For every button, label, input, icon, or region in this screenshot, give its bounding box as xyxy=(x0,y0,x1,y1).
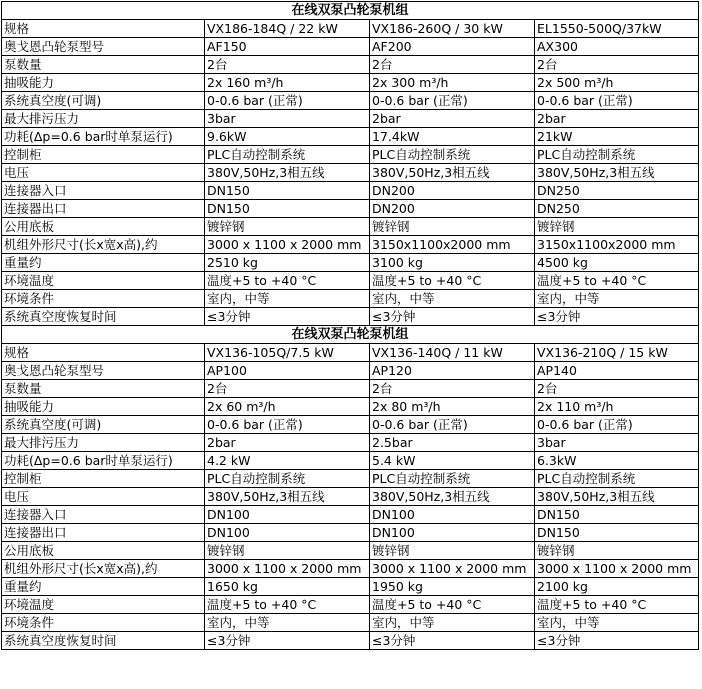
spec-value-cell: 380V,50Hz,3相五线 xyxy=(535,488,699,506)
section-title: 在线双泵凸轮泵机组 xyxy=(2,2,699,20)
table-row xyxy=(2,182,699,200)
row-label: 连接器出口 xyxy=(2,200,205,218)
spec-value-cell: 0-0.6 bar (正常) xyxy=(205,416,370,434)
row-label: 公用底板 xyxy=(2,542,205,560)
row-label: 连接器出口 xyxy=(2,524,205,542)
spec-value-cell: 2bar xyxy=(205,434,370,452)
spec-value-cell: 2x 300 m³/h xyxy=(370,74,535,92)
spec-value-cell: ≤3分钟 xyxy=(205,632,370,650)
table-row xyxy=(2,578,699,596)
table-row xyxy=(2,398,699,416)
table-row xyxy=(2,470,699,488)
row-label: 规格 xyxy=(2,20,205,38)
spec-value-cell: 1950 kg xyxy=(370,578,535,596)
spec-value-cell: 3000 x 1100 x 2000 mm xyxy=(205,560,370,578)
spec-value-cell: 3bar xyxy=(535,434,699,452)
row-label: 抽吸能力 xyxy=(2,398,205,416)
table-row xyxy=(2,488,699,506)
table-row xyxy=(2,614,699,632)
spec-value-cell: 3000 x 1100 x 2000 mm xyxy=(205,236,370,254)
spec-value-cell: 镀锌钢 xyxy=(205,542,370,560)
section-title-row xyxy=(2,326,699,344)
table-row xyxy=(2,110,699,128)
spec-value-cell: 4.2 kW xyxy=(205,452,370,470)
row-label: 重量约 xyxy=(2,254,205,272)
spec-value-cell: 2台 xyxy=(205,56,370,74)
row-label: 系统真空度恢复时间 xyxy=(2,308,205,326)
spec-value-cell: ≤3分钟 xyxy=(535,308,699,326)
spec-value-cell: VX186-184Q / 22 kW xyxy=(205,20,370,38)
spec-value-cell: 0-0.6 bar (正常) xyxy=(535,92,699,110)
row-label: 公用底板 xyxy=(2,218,205,236)
spec-value-cell: 380V,50Hz,3相五线 xyxy=(205,488,370,506)
spec-value-cell: 9.6kW xyxy=(205,128,370,146)
row-label: 环境条件 xyxy=(2,614,205,632)
spec-value-cell: 1650 kg xyxy=(205,578,370,596)
spec-value-cell: DN250 xyxy=(535,182,699,200)
table-row xyxy=(2,56,699,74)
spec-value-cell: 380V,50Hz,3相五线 xyxy=(535,164,699,182)
spec-value-cell: 温度+5 to +40 °C xyxy=(370,596,535,614)
spec-value-cell: 2x 160 m³/h xyxy=(205,74,370,92)
spec-value-cell: 室内，中等 xyxy=(205,290,370,308)
spec-value-cell: 2x 80 m³/h xyxy=(370,398,535,416)
spec-value-cell: 2x 500 m³/h xyxy=(535,74,699,92)
spec-value-cell: PLC自动控制系统 xyxy=(205,146,370,164)
row-label: 重量约 xyxy=(2,578,205,596)
spec-value-cell: 温度+5 to +40 °C xyxy=(370,272,535,290)
row-label: 奥戈恩凸轮泵型号 xyxy=(2,362,205,380)
row-label: 功耗(Δp=0.6 bar时单泵运行) xyxy=(2,128,205,146)
table-row xyxy=(2,308,699,326)
spec-value-cell: 6.3kW xyxy=(535,452,699,470)
spec-value-cell: DN150 xyxy=(535,506,699,524)
spec-value-cell: 温度+5 to +40 °C xyxy=(205,596,370,614)
spec-value-cell: 温度+5 to +40 °C xyxy=(205,272,370,290)
spec-value-cell: DN250 xyxy=(535,200,699,218)
spec-value-cell: 3000 x 1100 x 2000 mm xyxy=(370,560,535,578)
spec-value-cell: VX136-210Q / 15 kW xyxy=(535,344,699,362)
row-label: 最大排污压力 xyxy=(2,434,205,452)
spec-value-cell: AP120 xyxy=(370,362,535,380)
spec-value-cell: 2台 xyxy=(370,56,535,74)
table-row xyxy=(2,632,699,650)
spec-value-cell: 温度+5 to +40 °C xyxy=(535,272,699,290)
spec-value-cell: 380V,50Hz,3相五线 xyxy=(205,164,370,182)
table-row xyxy=(2,38,699,56)
spec-table xyxy=(1,1,699,650)
table-row xyxy=(2,236,699,254)
table-row xyxy=(2,254,699,272)
spec-value-cell: 室内，中等 xyxy=(535,614,699,632)
spec-value-cell: 2100 kg xyxy=(535,578,699,596)
spec-value-cell: 0-0.6 bar (正常) xyxy=(370,416,535,434)
spec-value-cell: PLC自动控制系统 xyxy=(535,146,699,164)
spec-value-cell: AP100 xyxy=(205,362,370,380)
spec-value-cell: DN100 xyxy=(205,506,370,524)
spec-value-cell: AP140 xyxy=(535,362,699,380)
spec-value-cell: 3150x1100x2000 mm xyxy=(535,236,699,254)
spec-value-cell: 0-0.6 bar (正常) xyxy=(535,416,699,434)
table-row xyxy=(2,344,699,362)
spec-value-cell: ≤3分钟 xyxy=(370,308,535,326)
row-label: 环境温度 xyxy=(2,596,205,614)
row-label: 电压 xyxy=(2,488,205,506)
table-row xyxy=(2,74,699,92)
spec-value-cell: 2台 xyxy=(535,380,699,398)
spec-value-cell: 2bar xyxy=(370,110,535,128)
spec-value-cell: DN150 xyxy=(535,524,699,542)
spec-value-cell: 2510 kg xyxy=(205,254,370,272)
row-label: 泵数量 xyxy=(2,56,205,74)
section-title-row xyxy=(2,2,699,20)
spec-value-cell: DN100 xyxy=(370,506,535,524)
table-row xyxy=(2,524,699,542)
row-label: 连接器入口 xyxy=(2,182,205,200)
spec-value-cell: ≤3分钟 xyxy=(370,632,535,650)
section-title: 在线双泵凸轮泵机组 xyxy=(2,326,699,344)
table-row xyxy=(2,506,699,524)
spec-value-cell: PLC自动控制系统 xyxy=(370,470,535,488)
spec-value-cell: 温度+5 to +40 °C xyxy=(535,596,699,614)
table-row xyxy=(2,146,699,164)
row-label: 系统真空度(可调) xyxy=(2,416,205,434)
spec-value-cell: 镀锌钢 xyxy=(535,218,699,236)
row-label: 系统真空度(可调) xyxy=(2,92,205,110)
spec-value-cell: 4500 kg xyxy=(535,254,699,272)
spec-value-cell: 室内，中等 xyxy=(370,614,535,632)
table-row xyxy=(2,290,699,308)
spec-value-cell: 2台 xyxy=(535,56,699,74)
spec-value-cell: 3bar xyxy=(205,110,370,128)
spec-value-cell: AF200 xyxy=(370,38,535,56)
row-label: 抽吸能力 xyxy=(2,74,205,92)
spec-value-cell: ≤3分钟 xyxy=(535,632,699,650)
row-label: 奥戈恩凸轮泵型号 xyxy=(2,38,205,56)
table-row xyxy=(2,434,699,452)
table-row xyxy=(2,218,699,236)
spec-value-cell: PLC自动控制系统 xyxy=(370,146,535,164)
table-row xyxy=(2,200,699,218)
spec-value-cell: EL1550-500Q/37kW xyxy=(535,20,699,38)
table-row xyxy=(2,20,699,38)
row-label: 规格 xyxy=(2,344,205,362)
table-row xyxy=(2,596,699,614)
table-row xyxy=(2,560,699,578)
spec-value-cell: ≤3分钟 xyxy=(205,308,370,326)
row-label: 环境条件 xyxy=(2,290,205,308)
table-row xyxy=(2,542,699,560)
spec-value-cell: 2x 110 m³/h xyxy=(535,398,699,416)
spec-value-cell: 3150x1100x2000 mm xyxy=(370,236,535,254)
table-row xyxy=(2,272,699,290)
table-row xyxy=(2,128,699,146)
table-row xyxy=(2,452,699,470)
row-label: 电压 xyxy=(2,164,205,182)
spec-value-cell: VX186-260Q / 30 kW xyxy=(370,20,535,38)
spec-value-cell: PLC自动控制系统 xyxy=(535,470,699,488)
spec-value-cell: PLC自动控制系统 xyxy=(205,470,370,488)
row-label: 泵数量 xyxy=(2,380,205,398)
table-row xyxy=(2,92,699,110)
spec-value-cell: 室内，中等 xyxy=(535,290,699,308)
spec-value-cell: 室内，中等 xyxy=(205,614,370,632)
spec-value-cell: DN200 xyxy=(370,200,535,218)
spec-value-cell: 0-0.6 bar (正常) xyxy=(370,92,535,110)
spec-value-cell: 镀锌钢 xyxy=(535,542,699,560)
spec-value-cell: DN150 xyxy=(205,200,370,218)
spec-value-cell: 室内，中等 xyxy=(370,290,535,308)
spec-value-cell: 380V,50Hz,3相五线 xyxy=(370,164,535,182)
spec-table-body xyxy=(2,2,699,650)
row-label: 机组外形尺寸(长x宽x高),约 xyxy=(2,560,205,578)
spec-value-cell: VX136-105Q/7.5 kW xyxy=(205,344,370,362)
spec-value-cell: DN150 xyxy=(205,182,370,200)
table-row xyxy=(2,380,699,398)
spec-value-cell: AX300 xyxy=(535,38,699,56)
spec-value-cell: 380V,50Hz,3相五线 xyxy=(370,488,535,506)
spec-value-cell: VX136-140Q / 11 kW xyxy=(370,344,535,362)
spec-value-cell: DN100 xyxy=(205,524,370,542)
spec-value-cell: AF150 xyxy=(205,38,370,56)
spec-value-cell: 镀锌钢 xyxy=(370,218,535,236)
spec-value-cell: 2.5bar xyxy=(370,434,535,452)
spec-value-cell: 5.4 kW xyxy=(370,452,535,470)
table-row xyxy=(2,362,699,380)
table-row xyxy=(2,416,699,434)
row-label: 系统真空度恢复时间 xyxy=(2,632,205,650)
row-label: 控制柜 xyxy=(2,470,205,488)
spec-value-cell: 3100 kg xyxy=(370,254,535,272)
spec-value-cell: 0-0.6 bar (正常) xyxy=(205,92,370,110)
row-label: 连接器入口 xyxy=(2,506,205,524)
row-label: 功耗(Δp=0.6 bar时单泵运行) xyxy=(2,452,205,470)
spec-value-cell: 3000 x 1100 x 2000 mm xyxy=(535,560,699,578)
spec-value-cell: 镀锌钢 xyxy=(370,542,535,560)
table-row xyxy=(2,164,699,182)
spec-value-cell: DN200 xyxy=(370,182,535,200)
spec-value-cell: 2台 xyxy=(205,380,370,398)
row-label: 控制柜 xyxy=(2,146,205,164)
spec-value-cell: DN100 xyxy=(370,524,535,542)
spec-value-cell: 2x 60 m³/h xyxy=(205,398,370,416)
spec-value-cell: 21kW xyxy=(535,128,699,146)
row-label: 机组外形尺寸(长x宽x高),约 xyxy=(2,236,205,254)
row-label: 最大排污压力 xyxy=(2,110,205,128)
spec-value-cell: 2bar xyxy=(535,110,699,128)
spec-value-cell: 17.4kW xyxy=(370,128,535,146)
spec-value-cell: 2台 xyxy=(370,380,535,398)
row-label: 环境温度 xyxy=(2,272,205,290)
spec-value-cell: 镀锌钢 xyxy=(205,218,370,236)
